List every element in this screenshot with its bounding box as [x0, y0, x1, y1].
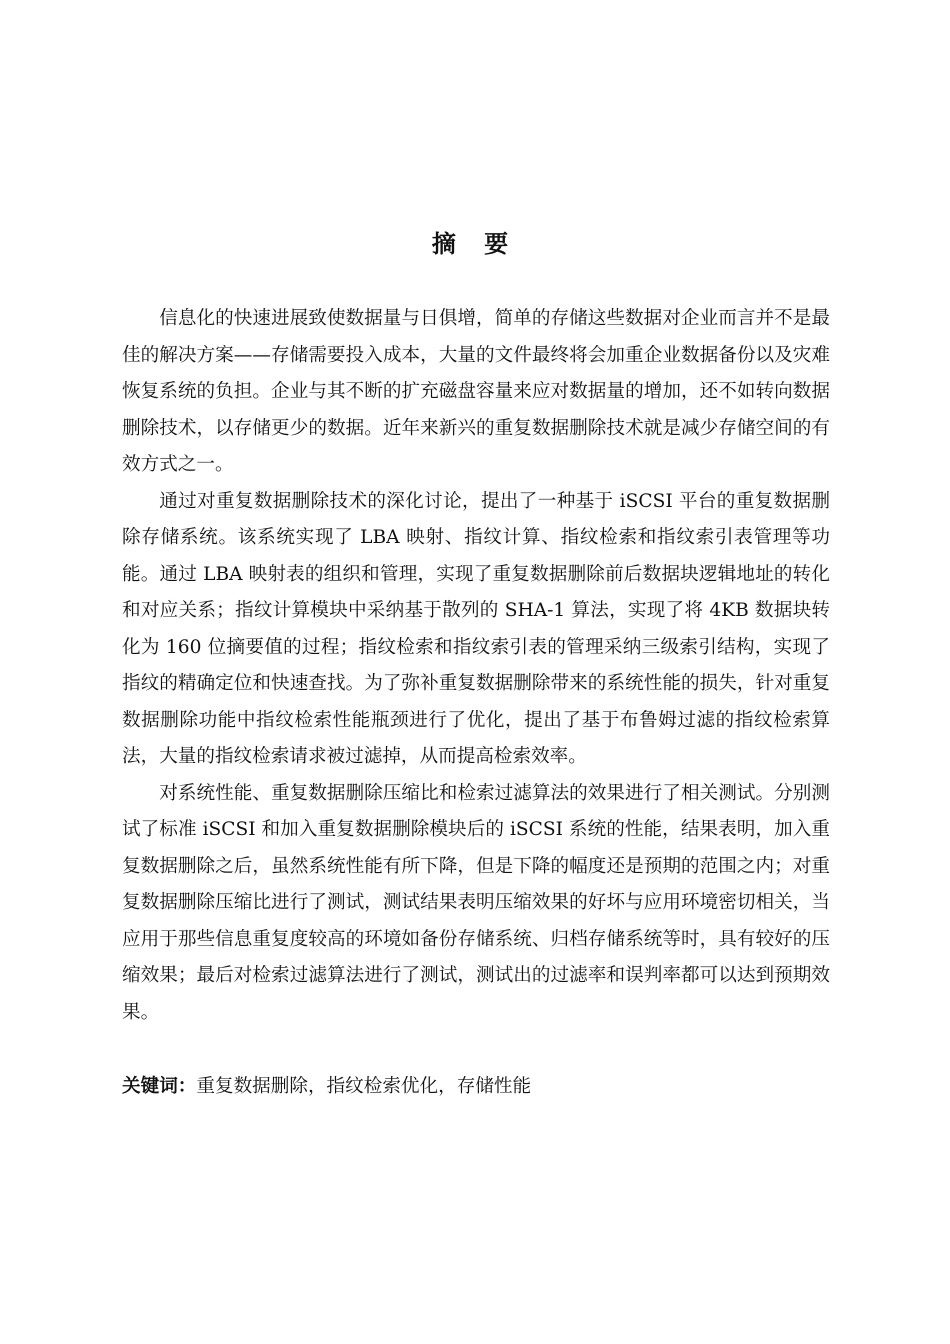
abstract-paragraph-1: 信息化的快速进展致使数据量与日俱增，简单的存储这些数据对企业而言并不是最佳的解决方案——存储需要投入成本，大量的文件最终将会加重企业数据备份以及灾难恢复系统的负担。企业与其不断的扩充磁盘容量来应对数据量的增加，还不如转向数据删除技术，以存储更少的数据。近年来新兴的重复数据删除技术就是减少存储空间的有效方式之一。: [122, 308, 830, 475]
keywords-line: [122, 1069, 830, 1105]
abstract-body: [122, 301, 830, 1031]
keywords-label: 关键词：: [122, 1076, 197, 1097]
keywords-value: 重复数据删除，指纹检索优化，存储性能: [196, 1076, 532, 1097]
page-title: 摘 要: [431, 229, 519, 258]
abstract-paragraph-3: 对系统性能、重复数据删除压缩比和检索过滤算法的效果进行了相关测试。分别测试了标准 iSCSI 和加入重复数据删除模块后的 iSCSI 系统的性能，结果表明，加入重复数据删除之后，虽然系统性能有所下降，但是下降的幅度还是预期的范围之内；对重复数据删除压缩比进行了测试，测试结果表明压缩效果的好坏与应用环境密切相关，当应用于那些信息重复度较高的环境如备份存储系统、归档存储系统等时，具有较好的压缩效果；最后对检索过滤算法进行了测试，测试出的过滤率和误判率都可以达到预期效果。: [122, 782, 830, 1023]
abstract-paragraph-2: 通过对重复数据删除技术的深化讨论，提出了一种基于 iSCSI 平台的重复数据删除存储系统。该系统实现了 LBA 映射、指纹计算、指纹检索和指纹索引表管理等功能。通过 LBA 映射表的组织和管理，实现了重复数据删除前后数据块逻辑地址的转化和对应关系；指纹计算模块中采纳基于散列的 SHA-1 算法，实现了将 4KB 数据块转化为 160 位摘要值的过程；指纹检索和指纹索引表的管理采纳三级索引结构，实现了指纹的精确定位和快速查找。为了弥补重复数据删除带来的系统性能的损失，针对重复数据删除功能中指纹检索性能瓶颈进行了优化，提出了基于布鲁姆过滤的指纹检索算法，大量的指纹检索请求被过滤掉，从而提高检索效率。: [122, 490, 830, 767]
